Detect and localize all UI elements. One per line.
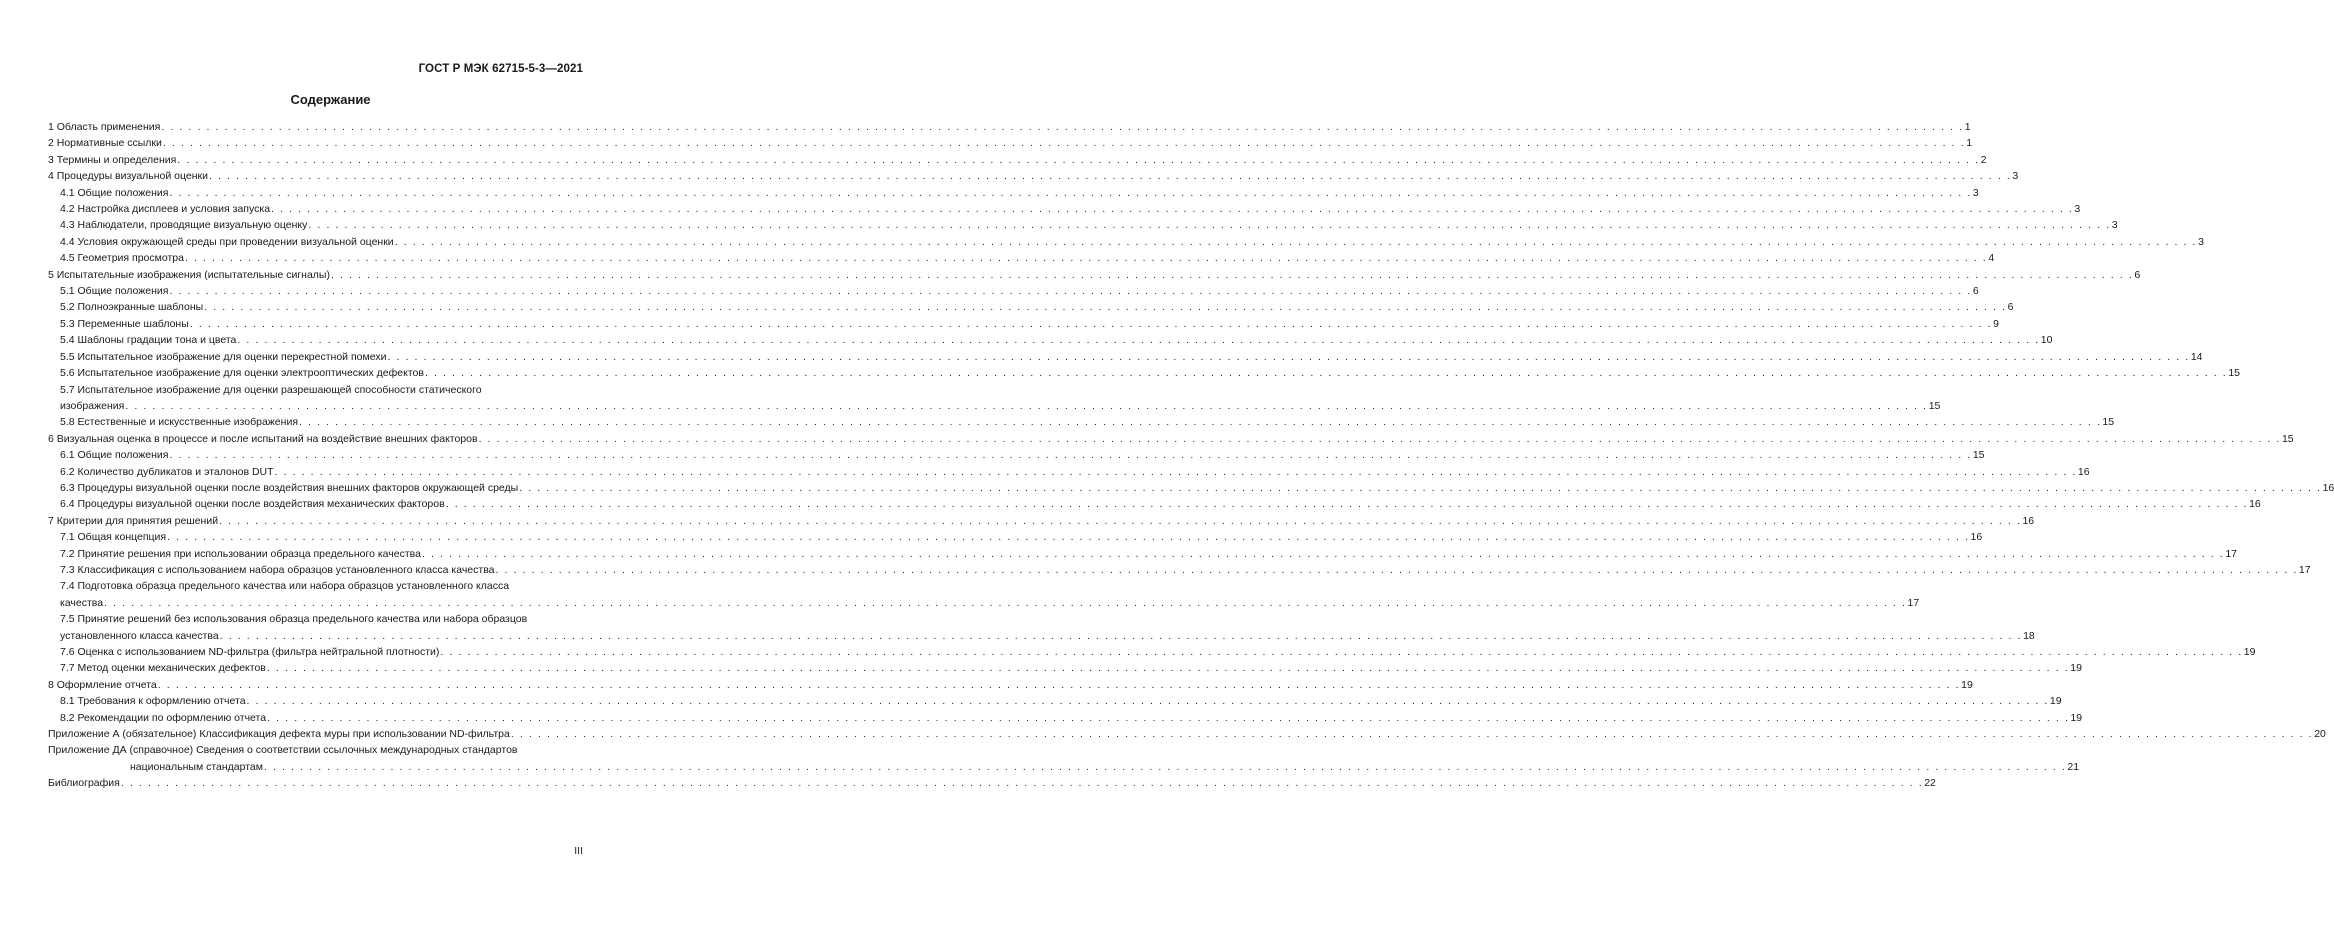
- toc-entry[interactable]: [48, 710, 2083, 726]
- toc-entry-title: 5.5 Испытательное изображение для оценки перекрестной помехи: [60, 350, 387, 363]
- toc-entry-title: 7.4 Подготовка образца предельного качества или набора образцов установленного класса: [60, 580, 510, 593]
- leader-dots: . . . . . . . . . . . . . . . . . . . . . . . . . . . . . . . . . . . . . . . . . . . . . . . . . . . . . . . . . . . . . . . . . . . . . . . . . . . . . . . . . . . . . . . . . . . . . . . . . . . . . . . . . . . . . . . . . . . . . . . . . . . . . . . . . . . . . . . . . . . . . . . . . . . . . . . . . . . . . . . . . . . . . . . . . . . . . . . . . . . . . . . . . . . . . . . . . . . . . . . .: [177, 153, 1980, 166]
- page-title: Содержание: [290, 92, 371, 107]
- toc-entry-page: 6: [1972, 285, 1979, 298]
- leader-dots: . . . . . . . . . . . . . . . . . . . . . . . . . . . . . . . . . . . . . . . . . . . . . . . . . . . . . . . . . . . . . . . . . . . . . . . . . . . . . . . . . . . . . . . . . . . . . . . . . . . . . . . . . . . . . . . . . . . . . . . . . . . . . . . . . . . . . . . . . . . . . . . . . . . . . . . . . . . . . . . . . . . . . . . . . . . . . . . . . . . . . . . . . . . . . . . . . . . . . . . .: [263, 760, 2067, 773]
- toc-entry[interactable]: [48, 759, 2080, 775]
- toc-entry-page: 16: [1970, 531, 1983, 544]
- toc-entry[interactable]: [48, 628, 2035, 644]
- toc-entry-title: 8 Оформление отчета: [48, 678, 157, 691]
- toc-entry[interactable]: [48, 119, 1971, 135]
- toc-entry-page: 15: [2102, 416, 2115, 429]
- toc-entry[interactable]: [48, 201, 2081, 217]
- toc-entry[interactable]: [48, 152, 1987, 168]
- toc-entry-title: Приложение ДА (справочное) Сведения о соответствии ссылочных международных стандартов: [48, 744, 518, 757]
- toc-entry-title: 4 Процедуры визуальной оценки: [48, 170, 209, 183]
- toc-entry-page: 18: [2023, 629, 2035, 642]
- toc-entry-page: 3: [1972, 186, 1979, 199]
- toc-entry-title: 4.5 Геометрия просмотра: [60, 252, 184, 265]
- toc-entry-title: 1 Область применения: [48, 121, 161, 133]
- leader-dots: . . . . . . . . . . . . . . . . . . . . . . . . . . . . . . . . . . . . . . . . . . . . . . . . . . . . . . . . . . . . . . . . . . . . . . . . . . . . . . . . . . . . . . . . . . . . . . . . . . . . . . . . . . . . . . . . . . . . . . . . . . . . . . . . . . . . . . . . . . . . . . . . . . . . . . . . . . . . . . . . . . . . . . . . . . . . . . . . . . . . . . . . . . . . . . . . . . . . . . . .: [445, 498, 2249, 511]
- toc-entry-title: 4.2 Настройка дисплеев и условия запуска: [60, 203, 271, 216]
- toc-entry-line: [48, 611, 578, 627]
- toc-entry[interactable]: [48, 431, 2294, 447]
- toc-entry-page: 15: [1928, 399, 1941, 412]
- leader-dots: . . . . . . . . . . . . . . . . . . . . . . . . . . . . . . . . . . . . . . . . . . . . . . . . . . . . . . . . . . . . . . . . . . . . . . . . . . . . . . . . . . . . . . . . . . . . . . . . . . . . . . . . . . . . . . . . . . . . . . . . . . . . . . . . . . . . . . . . . . . . . . . . . . . . . . . . . . . . . . . . . . . . . . . . . . . . . . . . . . . . . . . . . . . . . . . . . . . . . . . .: [495, 563, 2298, 576]
- toc-entry[interactable]: [48, 595, 1920, 611]
- toc-entry-page: 19: [2049, 695, 2062, 708]
- toc-entry-page: 3: [2012, 170, 2019, 183]
- toc-entry-title: изображения: [60, 399, 125, 412]
- toc-entry-page: 6: [2134, 268, 2141, 281]
- toc-entry-title: 8.2 Рекомендации по оформлению отчета: [60, 711, 267, 724]
- toc-entry-title: 5.7 Испытательное изображение для оценки разрешающей способности статического: [60, 383, 482, 396]
- toc-entry-page: 19: [2070, 711, 2083, 724]
- leader-dots: . . . . . . . . . . . . . . . . . . . . . . . . . . . . . . . . . . . . . . . . . . . . . . . . . . . . . . . . . . . . . . . . . . . . . . . . . . . . . . . . . . . . . . . . . . . . . . . . . . . . . . . . . . . . . . . . . . . . . . . . . . . . . . . . . . . . . . . . . . . . . . . . . . . . . . . . . . . . . . . . . . . . . . . . . . . . . . . . . . . . . . . . . . . . . . . . . . . . . . . .: [157, 678, 1961, 691]
- toc-entry-page: 14: [2190, 350, 2203, 363]
- toc-entry[interactable]: [48, 217, 2118, 233]
- toc-entry-page: 10: [2040, 334, 2053, 347]
- toc-entry-title: 5.8 Естественные и искусственные изображения: [60, 416, 298, 429]
- leader-dots: . . . . . . . . . . . . . . . . . . . . . . . . . . . . . . . . . . . . . . . . . . . . . . . . . . . . . . . . . . . . . . . . . . . . . . . . . . . . . . . . . . . . . . . . . . . . . . . . . . . . . . . . . . . . . . . . . . . . . . . . . . . . . . . . . . . . . . . . . . . . . . . . . . . . . . . . . . . . . . . . . . . . . . . . . . . . . . . . . . . . . . . . . . . . . . . . . . . . . . . .: [189, 317, 1993, 330]
- page-number: III: [574, 845, 583, 857]
- toc-entry-page: 17: [2225, 547, 2237, 560]
- leader-dots: . . . . . . . . . . . . . . . . . . . . . . . . . . . . . . . . . . . . . . . . . . . . . . . . . . . . . . . . . . . . . . . . . . . . . . . . . . . . . . . . . . . . . . . . . . . . . . . . . . . . . . . . . . . . . . . . . . . . . . . . . . . . . . . . . . . . . . . . . . . . . . . . . . . . . . . . . . . . . . . . . . . . . . . . . . . . . . . . . . . . . . . . . . . . . . . . . . . . . . . .: [169, 449, 1972, 462]
- toc-entry-page: 16: [2322, 481, 2334, 494]
- toc-entry-page: 20: [2314, 728, 2326, 741]
- leader-dots: . . . . . . . . . . . . . . . . . . . . . . . . . . . . . . . . . . . . . . . . . . . . . . . . . . . . . . . . . . . . . . . . . . . . . . . . . . . . . . . . . . . . . . . . . . . . . . . . . . . . . . . . . . . . . . . . . . . . . . . . . . . . . . . . . . . . . . . . . . . . . . . . . . . . . . . . . . . . . . . . . . . . . . . . . . . . . . . . . . . . . . . . . . . . . . . . . . . . . . . .: [204, 301, 2007, 314]
- toc-entry-page: 3: [2074, 203, 2081, 216]
- leader-dots: . . . . . . . . . . . . . . . . . . . . . . . . . . . . . . . . . . . . . . . . . . . . . . . . . . . . . . . . . . . . . . . . . . . . . . . . . . . . . . . . . . . . . . . . . . . . . . . . . . . . . . . . . . . . . . . . . . . . . . . . . . . . . . . . . . . . . . . . . . . . . . . . . . . . . . . . . . . . . . . . . . . . . . . . . . . . . . . . . . . . . . . . . . . . . . . . . . . . . . . .: [167, 531, 1970, 544]
- toc-entry-title: 4.1 Общие положения: [60, 186, 169, 199]
- toc-entry[interactable]: [48, 496, 2261, 512]
- toc-entry-title: 6.1 Общие положения: [60, 449, 169, 462]
- toc-entry[interactable]: [48, 135, 1973, 151]
- toc-entry-page: 17: [1907, 596, 1920, 609]
- toc-entry-title: 7.1 Общая концепция: [60, 531, 167, 544]
- toc-entry[interactable]: [48, 414, 2115, 430]
- toc-entry-page: 6: [2007, 301, 2014, 314]
- leader-dots: . . . . . . . . . . . . . . . . . . . . . . . . . . . . . . . . . . . . . . . . . . . . . . . . . . . . . . . . . . . . . . . . . . . . . . . . . . . . . . . . . . . . . . . . . . . . . . . . . . . . . . . . . . . . . . . . . . . . . . . . . . . . . . . . . . . . . . . . . . . . . . . . . . . . . . . . . . . . . . . . . . . . . . . . . . . . . . . . . . . . . . . . . . . . . . . . . . . . . . . .: [161, 121, 1964, 133]
- toc-entry[interactable]: [48, 316, 1999, 332]
- toc-entry[interactable]: [48, 299, 2014, 315]
- toc-entry[interactable]: [48, 250, 1995, 266]
- toc-entry-title: 6 Визуальная оценка в процессе и после испытаний на воздействие внешних факторов: [48, 432, 478, 445]
- toc-entry-page: 2: [1980, 153, 1987, 166]
- leader-dots: . . . . . . . . . . . . . . . . . . . . . . . . . . . . . . . . . . . . . . . . . . . . . . . . . . . . . . . . . . . . . . . . . . . . . . . . . . . . . . . . . . . . . . . . . . . . . . . . . . . . . . . . . . . . . . . . . . . . . . . . . . . . . . . . . . . . . . . . . . . . . . . . . . . . . . . . . . . . . . . . . . . . . . . . . . . . . . . . . . . . . . . . . . . . . . . . . . . . . . . .: [219, 629, 2023, 642]
- toc-entry-page: 19: [1961, 678, 1973, 691]
- leader-dots: . . . . . . . . . . . . . . . . . . . . . . . . . . . . . . . . . . . . . . . . . . . . . . . . . . . . . . . . . . . . . . . . . . . . . . . . . . . . . . . . . . . . . . . . . . . . . . . . . . . . . . . . . . . . . . . . . . . . . . . . . . . . . . . . . . . . . . . . . . . . . . . . . . . . . . . . . . . . . . . . . . . . . . . . . . . . . . . . . . . . . . . . . . . . . . . . . . . . . . . .: [184, 252, 1988, 265]
- leader-dots: . . . . . . . . . . . . . . . . . . . . . . . . . . . . . . . . . . . . . . . . . . . . . . . . . . . . . . . . . . . . . . . . . . . . . . . . . . . . . . . . . . . . . . . . . . . . . . . . . . . . . . . . . . . . . . . . . . . . . . . . . . . . . . . . . . . . . . . . . . . . . . . . . . . . . . . . . . . . . . . . . . . . . . . . . . . . . . . . . . . . . . . . . . . . . . . . . . . . . . . .: [169, 285, 1972, 298]
- toc-entry-title: 3 Термины и определения: [48, 153, 177, 166]
- toc-entry-title: Библиография: [48, 777, 120, 790]
- leader-dots: . . . . . . . . . . . . . . . . . . . . . . . . . . . . . . . . . . . . . . . . . . . . . . . . . . . . . . . . . . . . . . . . . . . . . . . . . . . . . . . . . . . . . . . . . . . . . . . . . . . . . . . . . . . . . . . . . . . . . . . . . . . . . . . . . . . . . . . . . . . . . . . . . . . . . . . . . . . . . . . . . . . . . . . . . . . . . . . . . . . . . . . . . . . . . . . . . . . . . . . .: [308, 219, 2111, 232]
- toc-entry-page: 15: [1972, 449, 1985, 462]
- toc-entry-title: установленного класса качества: [60, 629, 219, 642]
- leader-dots: . . . . . . . . . . . . . . . . . . . . . . . . . . . . . . . . . . . . . . . . . . . . . . . . . . . . . . . . . . . . . . . . . . . . . . . . . . . . . . . . . . . . . . . . . . . . . . . . . . . . . . . . . . . . . . . . . . . . . . . . . . . . . . . . . . . . . . . . . . . . . . . . . . . . . . . . . . . . . . . . . . . . . . . . . . . . . . . . . . . . . . . . . . . . . . . . . . . . . . . .: [246, 695, 2049, 708]
- toc-entry-page: 19: [2243, 646, 2256, 658]
- leader-dots: . . . . . . . . . . . . . . . . . . . . . . . . . . . . . . . . . . . . . . . . . . . . . . . . . . . . . . . . . . . . . . . . . . . . . . . . . . . . . . . . . . . . . . . . . . . . . . . . . . . . . . . . . . . . . . . . . . . . . . . . . . . . . . . . . . . . . . . . . . . . . . . . . . . . . . . . . . . . . . . . . . . . . . . . . . . . . . . . . . . . . . . . . . . . . . . . . . . . . . . .: [330, 268, 2134, 281]
- leader-dots: . . . . . . . . . . . . . . . . . . . . . . . . . . . . . . . . . . . . . . . . . . . . . . . . . . . . . . . . . . . . . . . . . . . . . . . . . . . . . . . . . . . . . . . . . . . . . . . . . . . . . . . . . . . . . . . . . . . . . . . . . . . . . . . . . . . . . . . . . . . . . . . . . . . . . . . . . . . . . . . . . . . . . . . . . . . . . . . . . . . . . . . . . . . . . . . . . . . . . . . .: [510, 728, 2314, 741]
- toc-entry[interactable]: [48, 513, 2035, 529]
- toc-entry-page: 16: [2022, 514, 2035, 527]
- toc-entry-title: 5 Испытательные изображения (испытательные сигналы): [48, 268, 330, 281]
- toc-entry-page: 1: [1966, 137, 1973, 150]
- leader-dots: . . . . . . . . . . . . . . . . . . . . . . . . . . . . . . . . . . . . . . . . . . . . . . . . . . . . . . . . . . . . . . . . . . . . . . . . . . . . . . . . . . . . . . . . . . . . . . . . . . . . . . . . . . . . . . . . . . . . . . . . . . . . . . . . . . . . . . . . . . . . . . . . . . . . . . . . . . . . . . . . . . . . . . . . . . . . . . . . . . . . . . . . . . . . . . . . . . . . . . . .: [478, 432, 2281, 445]
- toc-entry[interactable]: [48, 726, 2326, 742]
- toc-entry[interactable]: [48, 349, 2203, 365]
- toc-entry-title: 5.6 Испытательное изображение для оценки электрооптических дефектов: [60, 367, 424, 380]
- toc-entry[interactable]: [48, 185, 1979, 201]
- toc-entry-line: [48, 578, 578, 594]
- leader-dots: . . . . . . . . . . . . . . . . . . . . . . . . . . . . . . . . . . . . . . . . . . . . . . . . . . . . . . . . . . . . . . . . . . . . . . . . . . . . . . . . . . . . . . . . . . . . . . . . . . . . . . . . . . . . . . . . . . . . . . . . . . . . . . . . . . . . . . . . . . . . . . . . . . . . . . . . . . . . . . . . . . . . . . . . . . . . . . . . . . . . . . . . . . . . . . . . . . . . . . . .: [271, 203, 2074, 216]
- leader-dots: . . . . . . . . . . . . . . . . . . . . . . . . . . . . . . . . . . . . . . . . . . . . . . . . . . . . . . . . . . . . . . . . . . . . . . . . . . . . . . . . . . . . . . . . . . . . . . . . . . . . . . . . . . . . . . . . . . . . . . . . . . . . . . . . . . . . . . . . . . . . . . . . . . . . . . . . . . . . . . . . . . . . . . . . . . . . . . . . . . . . . . . . . . . . . . . . . . . . . . . .: [424, 367, 2228, 380]
- toc-entry-title: 7.5 Принятие решений без использования образца предельного качества или набора образцов: [60, 613, 528, 626]
- toc-entry[interactable]: [48, 677, 1973, 693]
- toc-entry-page: 1: [1964, 121, 1971, 133]
- toc-entry-title: 5.2 Полноэкранные шаблоны: [60, 301, 204, 314]
- leader-dots: . . . . . . . . . . . . . . . . . . . . . . . . . . . . . . . . . . . . . . . . . . . . . . . . . . . . . . . . . . . . . . . . . . . . . . . . . . . . . . . . . . . . . . . . . . . . . . . . . . . . . . . . . . . . . . . . . . . . . . . . . . . . . . . . . . . . . . . . . . . . . . . . . . . . . . . . . . . . . . . . . . . . . . . . . . . . . . . . . . . . . . . . . . . . . . . . . . . . . . . .: [120, 777, 1924, 790]
- leader-dots: . . . . . . . . . . . . . . . . . . . . . . . . . . . . . . . . . . . . . . . . . . . . . . . . . . . . . . . . . . . . . . . . . . . . . . . . . . . . . . . . . . . . . . . . . . . . . . . . . . . . . . . . . . . . . . . . . . . . . . . . . . . . . . . . . . . . . . . . . . . . . . . . . . . . . . . . . . . . . . . . . . . . . . . . . . . . . . . . . . . . . . . . . . . . . . . . . . . . . . . .: [209, 170, 2012, 183]
- leader-dots: . . . . . . . . . . . . . . . . . . . . . . . . . . . . . . . . . . . . . . . . . . . . . . . . . . . . . . . . . . . . . . . . . . . . . . . . . . . . . . . . . . . . . . . . . . . . . . . . . . . . . . . . . . . . . . . . . . . . . . . . . . . . . . . . . . . . . . . . . . . . . . . . . . . . . . . . . . . . . . . . . . . . . . . . . . . . . . . . . . . . . . . . . . . . . . . . . . . . . . . .: [266, 662, 2070, 675]
- toc-entry-page: 3: [2111, 219, 2118, 232]
- toc-entry-page: 3: [2198, 235, 2204, 248]
- toc-entry[interactable]: [48, 267, 2141, 283]
- toc-entry-page: 9: [1993, 317, 1999, 330]
- toc-entry[interactable]: [48, 775, 1936, 791]
- toc-entry-page: 15: [2281, 432, 2294, 445]
- toc-entry-page: 19: [2070, 662, 2082, 675]
- toc-entry-title: 6.2 Количество дубликатов и эталонов DUT: [60, 465, 274, 478]
- toc-entry-page: 17: [2298, 563, 2311, 576]
- toc-entry[interactable]: [48, 168, 2019, 184]
- toc-entry-page: 16: [2077, 465, 2090, 478]
- toc-entry-title: Приложение А (обязательное) Классификация дефекта муры при использовании ND-фильтра: [48, 728, 510, 741]
- toc-entry-title: 6.3 Процедуры визуальной оценки после воздействия внешних факторов окружающей среды: [60, 481, 519, 494]
- toc-entry[interactable]: [48, 546, 2237, 562]
- leader-dots: . . . . . . . . . . . . . . . . . . . . . . . . . . . . . . . . . . . . . . . . . . . . . . . . . . . . . . . . . . . . . . . . . . . . . . . . . . . . . . . . . . . . . . . . . . . . . . . . . . . . . . . . . . . . . . . . . . . . . . . . . . . . . . . . . . . . . . . . . . . . . . . . . . . . . . . . . . . . . . . . . . . . . . . . . . . . . . . . . . . . . . . . . . . . . . . . . . . . . . . .: [519, 481, 2322, 494]
- toc-entry[interactable]: [48, 398, 1941, 414]
- leader-dots: . . . . . . . . . . . . . . . . . . . . . . . . . . . . . . . . . . . . . . . . . . . . . . . . . . . . . . . . . . . . . . . . . . . . . . . . . . . . . . . . . . . . . . . . . . . . . . . . . . . . . . . . . . . . . . . . . . . . . . . . . . . . . . . . . . . . . . . . . . . . . . . . . . . . . . . . . . . . . . . . . . . . . . . . . . . . . . . . . . . . . . . . . . . . . . . . . . . . . . . .: [387, 350, 2190, 363]
- toc-entry[interactable]: [48, 644, 2256, 660]
- leader-dots: . . . . . . . . . . . . . . . . . . . . . . . . . . . . . . . . . . . . . . . . . . . . . . . . . . . . . . . . . . . . . . . . . . . . . . . . . . . . . . . . . . . . . . . . . . . . . . . . . . . . . . . . . . . . . . . . . . . . . . . . . . . . . . . . . . . . . . . . . . . . . . . . . . . . . . . . . . . . . . . . . . . . . . . . . . . . . . . . . . . . . . . . . . . . . . . . . . . . . . . .: [169, 186, 1972, 199]
- toc-entry-title: 5.1 Общие положения: [60, 285, 169, 298]
- leader-dots: . . . . . . . . . . . . . . . . . . . . . . . . . . . . . . . . . . . . . . . . . . . . . . . . . . . . . . . . . . . . . . . . . . . . . . . . . . . . . . . . . . . . . . . . . . . . . . . . . . . . . . . . . . . . . . . . . . . . . . . . . . . . . . . . . . . . . . . . . . . . . . . . . . . . . . . . . . . . . . . . . . . . . . . . . . . . . . . . . . . . . . . . . . . . . . . . . . . . . . . .: [440, 646, 2243, 658]
- toc-entry-title: 6.4 Процедуры визуальной оценки после воздействия механических факторов: [60, 498, 445, 511]
- toc-entry[interactable]: [48, 693, 2062, 709]
- toc-entry-line: [48, 742, 578, 758]
- toc-entry-title: 7 Критерии для принятия решений: [48, 514, 219, 527]
- toc-entry-title: 7.2 Принятие решения при использовании образца предельного качества: [60, 547, 421, 560]
- leader-dots: . . . . . . . . . . . . . . . . . . . . . . . . . . . . . . . . . . . . . . . . . . . . . . . . . . . . . . . . . . . . . . . . . . . . . . . . . . . . . . . . . . . . . . . . . . . . . . . . . . . . . . . . . . . . . . . . . . . . . . . . . . . . . . . . . . . . . . . . . . . . . . . . . . . . . . . . . . . . . . . . . . . . . . . . . . . . . . . . . . . . . . . . . . . . . . . . . . . . . . . .: [299, 416, 2102, 429]
- leader-dots: . . . . . . . . . . . . . . . . . . . . . . . . . . . . . . . . . . . . . . . . . . . . . . . . . . . . . . . . . . . . . . . . . . . . . . . . . . . . . . . . . . . . . . . . . . . . . . . . . . . . . . . . . . . . . . . . . . . . . . . . . . . . . . . . . . . . . . . . . . . . . . . . . . . . . . . . . . . . . . . . . . . . . . . . . . . . . . . . . . . . . . . . . . . . . . . . . . . . . . . .: [125, 399, 1928, 412]
- toc-entry-page: 4: [1988, 252, 1995, 265]
- leader-dots: . . . . . . . . . . . . . . . . . . . . . . . . . . . . . . . . . . . . . . . . . . . . . . . . . . . . . . . . . . . . . . . . . . . . . . . . . . . . . . . . . . . . . . . . . . . . . . . . . . . . . . . . . . . . . . . . . . . . . . . . . . . . . . . . . . . . . . . . . . . . . . . . . . . . . . . . . . . . . . . . . . . . . . . . . . . . . . . . . . . . . . . . . . . . . . . . . . . . . . . .: [162, 137, 1966, 150]
- toc-entry[interactable]: [48, 447, 1985, 463]
- toc-entry-page: 15: [2228, 367, 2241, 380]
- toc-entry[interactable]: [48, 234, 2204, 250]
- toc-entry-title: качества: [60, 596, 104, 609]
- toc-entry-title: 7.6 Оценка с использованием ND-фильтра (фильтра нейтральной плотности): [60, 646, 440, 658]
- leader-dots: . . . . . . . . . . . . . . . . . . . . . . . . . . . . . . . . . . . . . . . . . . . . . . . . . . . . . . . . . . . . . . . . . . . . . . . . . . . . . . . . . . . . . . . . . . . . . . . . . . . . . . . . . . . . . . . . . . . . . . . . . . . . . . . . . . . . . . . . . . . . . . . . . . . . . . . . . . . . . . . . . . . . . . . . . . . . . . . . . . . . . . . . . . . . . . . . . . . . . . . .: [219, 514, 2022, 527]
- toc-entry-page: 16: [2249, 498, 2261, 511]
- toc-entry-title: 4.4 Условия окружающей среды при проведении визуальной оценки: [60, 235, 394, 248]
- toc-entry-page: 22: [1924, 777, 1936, 790]
- toc-entry[interactable]: [48, 529, 1983, 545]
- toc-entry[interactable]: [48, 562, 2311, 578]
- toc-entry-page: 21: [2067, 760, 2080, 773]
- table-of-contents: [48, 119, 2334, 792]
- toc-entry[interactable]: [48, 332, 2053, 348]
- toc-entry[interactable]: [48, 365, 2241, 381]
- toc-entry-title: 4.3 Наблюдатели, проводящие визуальную оценку: [60, 219, 308, 232]
- leader-dots: . . . . . . . . . . . . . . . . . . . . . . . . . . . . . . . . . . . . . . . . . . . . . . . . . . . . . . . . . . . . . . . . . . . . . . . . . . . . . . . . . . . . . . . . . . . . . . . . . . . . . . . . . . . . . . . . . . . . . . . . . . . . . . . . . . . . . . . . . . . . . . . . . . . . . . . . . . . . . . . . . . . . . . . . . . . . . . . . . . . . . . . . . . . . . . . . . . . . . . . .: [267, 711, 2070, 724]
- toc-entry-title: 2 Нормативные ссылки: [48, 137, 162, 150]
- toc-entry[interactable]: [48, 660, 2082, 676]
- toc-entry-title: 8.1 Требования к оформлению отчета: [60, 695, 246, 708]
- leader-dots: . . . . . . . . . . . . . . . . . . . . . . . . . . . . . . . . . . . . . . . . . . . . . . . . . . . . . . . . . . . . . . . . . . . . . . . . . . . . . . . . . . . . . . . . . . . . . . . . . . . . . . . . . . . . . . . . . . . . . . . . . . . . . . . . . . . . . . . . . . . . . . . . . . . . . . . . . . . . . . . . . . . . . . . . . . . . . . . . . . . . . . . . . . . . . . . . . . . . . . . .: [394, 235, 2198, 248]
- toc-entry-line: [48, 382, 578, 398]
- toc-entry[interactable]: [48, 283, 1979, 299]
- doc-code: ГОСТ Р МЭК 62715-5-3—2021: [418, 63, 583, 75]
- leader-dots: . . . . . . . . . . . . . . . . . . . . . . . . . . . . . . . . . . . . . . . . . . . . . . . . . . . . . . . . . . . . . . . . . . . . . . . . . . . . . . . . . . . . . . . . . . . . . . . . . . . . . . . . . . . . . . . . . . . . . . . . . . . . . . . . . . . . . . . . . . . . . . . . . . . . . . . . . . . . . . . . . . . . . . . . . . . . . . . . . . . . . . . . . . . . . . . . . . . . . . . .: [421, 547, 2225, 560]
- toc-entry[interactable]: [48, 464, 2090, 480]
- toc-entry-title: 5.4 Шаблоны градации тона и цвета: [60, 334, 237, 347]
- toc-entry[interactable]: [48, 480, 2334, 496]
- leader-dots: . . . . . . . . . . . . . . . . . . . . . . . . . . . . . . . . . . . . . . . . . . . . . . . . . . . . . . . . . . . . . . . . . . . . . . . . . . . . . . . . . . . . . . . . . . . . . . . . . . . . . . . . . . . . . . . . . . . . . . . . . . . . . . . . . . . . . . . . . . . . . . . . . . . . . . . . . . . . . . . . . . . . . . . . . . . . . . . . . . . . . . . . . . . . . . . . . . . . . . . .: [274, 465, 2077, 478]
- leader-dots: . . . . . . . . . . . . . . . . . . . . . . . . . . . . . . . . . . . . . . . . . . . . . . . . . . . . . . . . . . . . . . . . . . . . . . . . . . . . . . . . . . . . . . . . . . . . . . . . . . . . . . . . . . . . . . . . . . . . . . . . . . . . . . . . . . . . . . . . . . . . . . . . . . . . . . . . . . . . . . . . . . . . . . . . . . . . . . . . . . . . . . . . . . . . . . . . . . . . . . . .: [237, 334, 2040, 347]
- toc-entry-title: 7.3 Классификация с использованием набора образцов установленного класса качества: [60, 563, 495, 576]
- toc-entry-title: 7.7 Метод оценки механических дефектов: [60, 662, 266, 675]
- leader-dots: . . . . . . . . . . . . . . . . . . . . . . . . . . . . . . . . . . . . . . . . . . . . . . . . . . . . . . . . . . . . . . . . . . . . . . . . . . . . . . . . . . . . . . . . . . . . . . . . . . . . . . . . . . . . . . . . . . . . . . . . . . . . . . . . . . . . . . . . . . . . . . . . . . . . . . . . . . . . . . . . . . . . . . . . . . . . . . . . . . . . . . . . . . . . . . . . . . . . . . . .: [104, 596, 1907, 609]
- toc-entry-title: 5.3 Переменные шаблоны: [60, 317, 189, 330]
- toc-entry-title: национальным стандартам: [130, 760, 263, 773]
